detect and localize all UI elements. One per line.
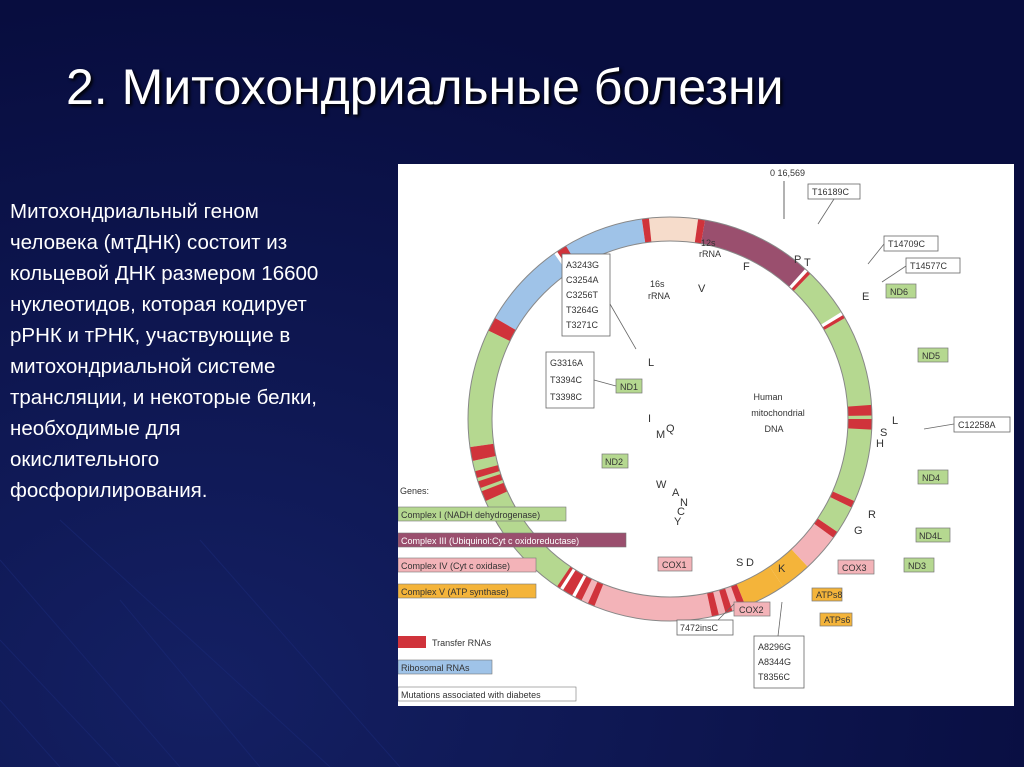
gene-nd5: ND5 <box>922 351 941 361</box>
trna-h: H <box>876 438 884 450</box>
trna-f: F <box>743 261 750 273</box>
center-label-line: mitochondrial <box>751 408 805 418</box>
body-line: необходимые для <box>10 417 181 440</box>
body-line: трансляции, и некоторые белки, <box>10 386 317 409</box>
mtdna-figure <box>398 164 1014 706</box>
body-line: рРНК и тРНК, участвующие в <box>10 324 291 347</box>
body-line: кольцевой ДНК размером 16600 <box>10 262 319 285</box>
trna-d: D <box>746 557 754 569</box>
gene-nd6: ND6 <box>890 287 909 297</box>
gene-16s-rrna-line: 16s <box>650 279 665 289</box>
gene-cox1: COX1 <box>662 560 687 570</box>
ring-trna-band <box>848 419 872 430</box>
trna-v: V <box>698 283 706 295</box>
body-line: окислительного <box>10 448 160 471</box>
trna-s1: S <box>736 557 744 569</box>
trna-p: P <box>794 254 802 266</box>
legend-heading: Genes: <box>400 486 430 496</box>
mutation-3243-line: T3264G <box>566 305 599 315</box>
gene-cox2: COX2 <box>739 605 764 615</box>
body-line: Митохондриальный геном <box>10 200 259 223</box>
mutation-8296-line: A8344G <box>758 657 792 667</box>
mutation-3316-line: T3394C <box>550 375 583 385</box>
mutation-t16189c: T16189C <box>812 187 850 197</box>
mutation-8296-line: T8356C <box>758 672 791 682</box>
mutation-3243-line: A3243G <box>566 260 600 270</box>
gene-nd4l: ND4L <box>919 531 943 541</box>
gene-atp8: ATPs8 <box>816 590 843 600</box>
trna-m: M <box>656 429 666 441</box>
mutation-3316-line: T3398C <box>550 392 583 402</box>
trna-r: R <box>868 509 876 521</box>
trna-q: Q <box>666 423 675 435</box>
mutation-t14577c: T14577C <box>910 261 948 271</box>
body-line: нуклеотидов, которая кодирует <box>10 293 307 316</box>
mtdna-diagram <box>398 164 1014 706</box>
trna-s2: S <box>880 427 888 439</box>
gene-nd3: ND3 <box>908 561 927 571</box>
legend-diabetes: Mutations associated with diabetes <box>401 690 541 700</box>
body-line: митохондриальной системе <box>10 355 276 378</box>
legend-complex3: Complex III (Ubiquinol:Cyt c oxidoreductase) <box>401 536 580 546</box>
mutation-t14709c: T14709C <box>888 239 926 249</box>
trna-n: N <box>680 497 688 509</box>
center-label-line: Human <box>753 392 783 402</box>
gene-12s-rrna-line: 12s <box>701 238 716 248</box>
gene-12s-rrna-line: rRNA <box>699 249 721 259</box>
center-label-line: DNA <box>764 424 784 434</box>
gene-nd2: ND2 <box>605 457 624 467</box>
legend-complex5: Complex V (ATP synthase) <box>401 587 509 597</box>
mutation-8296-line: A8296G <box>758 642 792 652</box>
gene-cytb: Cyt b <box>836 240 858 250</box>
trna-a: A <box>672 487 680 499</box>
mutation-3316-line: G3316A <box>550 358 584 368</box>
trna-y: Y <box>674 516 682 528</box>
trna-g: G <box>854 525 863 537</box>
trna-l2: L <box>892 415 899 427</box>
gene-16s-rrna-line: rRNA <box>648 291 670 301</box>
body-line: фосфорилирования. <box>10 479 208 502</box>
slide-body-text <box>10 196 402 506</box>
legend-complex1: Complex I (NADH dehydrogenase) <box>401 510 541 520</box>
mutation-3243-line: C3256T <box>566 290 599 300</box>
trna-c: C <box>677 506 685 518</box>
trna-l1: L <box>648 357 655 369</box>
mutation-3243-line: C3254A <box>566 275 599 285</box>
ring-segment-16s-rrna <box>495 254 568 330</box>
gene-nd1: ND1 <box>620 382 639 392</box>
origin-label: 0 16,569 <box>770 168 806 178</box>
trna-t: T <box>804 257 811 269</box>
mutation-c12258a: C12258A <box>958 420 996 430</box>
legend-rrna: Ribosomal RNAs <box>401 663 470 673</box>
gene-atp6: ATPs6 <box>824 615 851 625</box>
trna-e: E <box>862 291 870 303</box>
ring-trna-band <box>848 405 872 416</box>
legend-trna: Transfer RNAs <box>432 638 492 648</box>
trna-w: W <box>656 479 667 491</box>
trna-i: I <box>648 413 652 425</box>
body-line: человека (мтДНК) состоит из <box>10 231 288 254</box>
legend-complex4: Complex IV (Cyt c oxidase) <box>401 561 511 571</box>
gene-nd4: ND4 <box>922 473 941 483</box>
slide-title: 2. Митохондриальные болезни <box>66 59 784 115</box>
mutation-3243-line: T3271C <box>566 320 599 330</box>
trna-k: K <box>778 563 786 575</box>
ring-segment-nd1 <box>468 330 510 447</box>
gene-cox3: COX3 <box>842 563 867 573</box>
mutation-7472insc: 7472insC <box>680 623 719 633</box>
